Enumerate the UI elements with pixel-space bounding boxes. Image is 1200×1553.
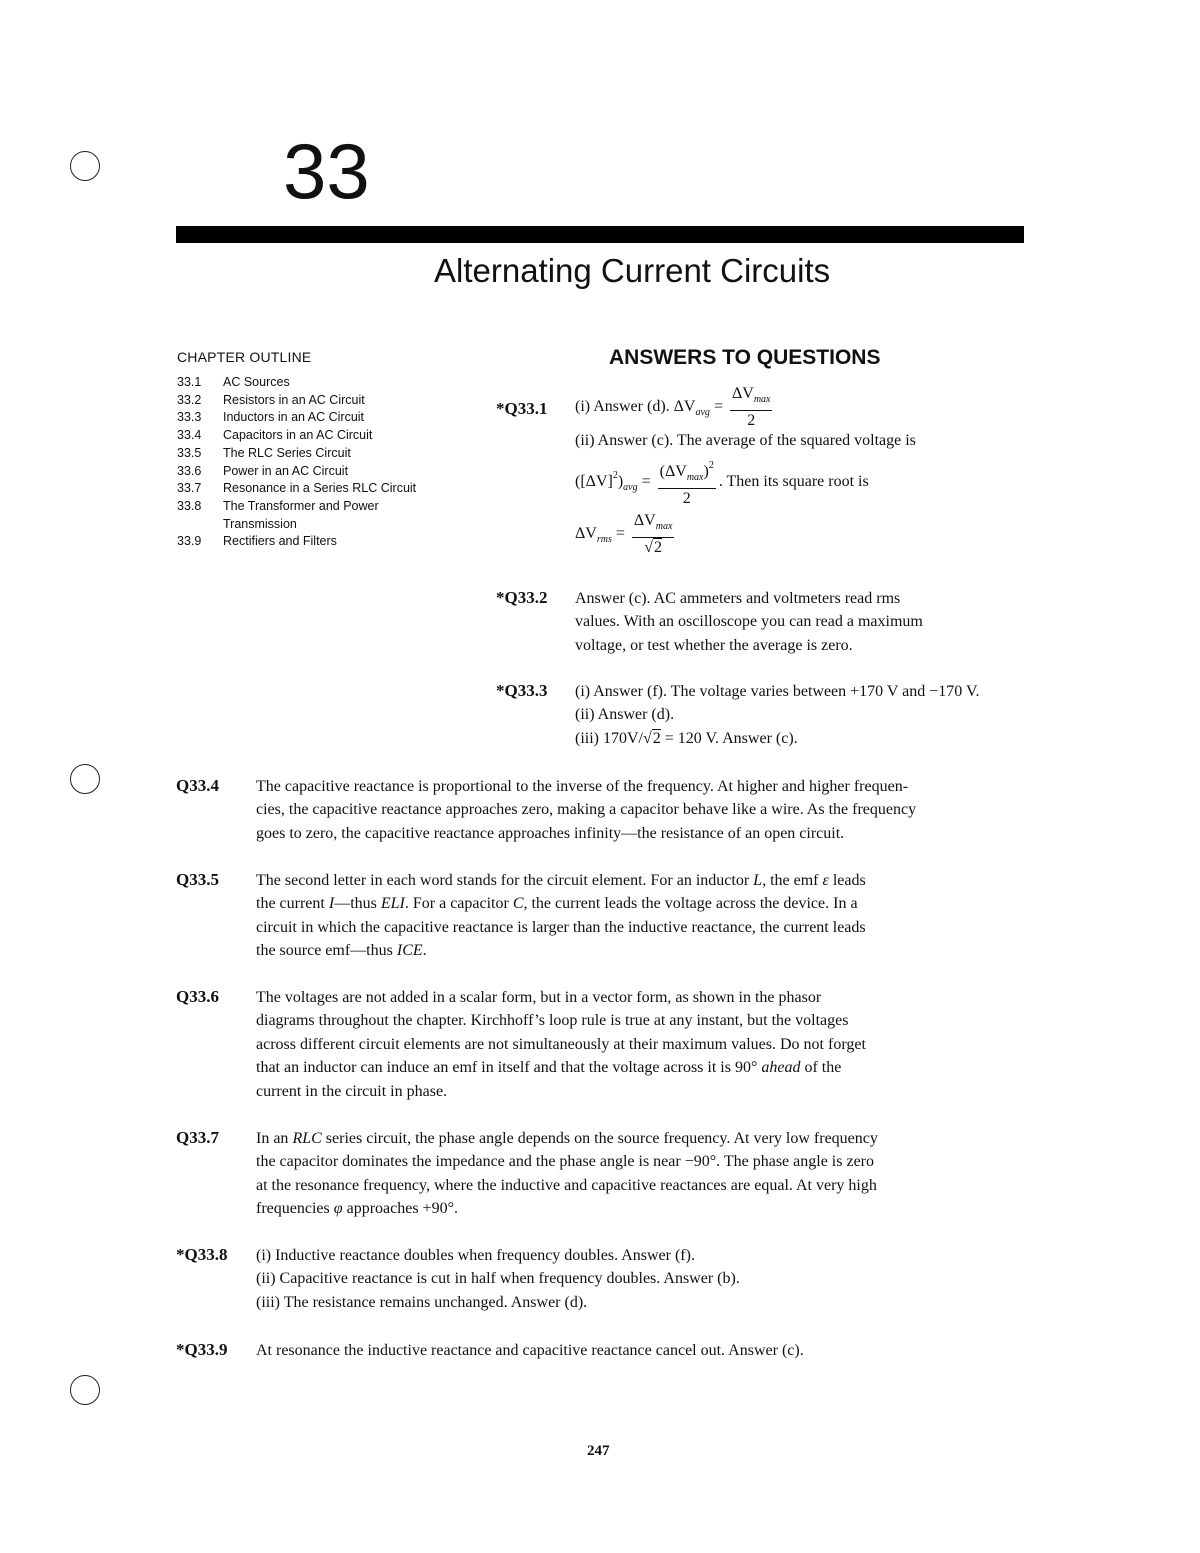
answer-line: voltage, or test whether the average is zero. — [575, 636, 853, 654]
subscript: avg — [695, 407, 710, 419]
subscript: max — [686, 472, 704, 484]
answer-line: goes to zero, the capacitive reactance approaches infinity—the resistance of an open circuit. — [256, 824, 845, 842]
denominator: 2 — [654, 539, 663, 557]
outline-item-number: 33.2 — [177, 392, 202, 407]
outline-item — [177, 533, 437, 551]
answer-text: . Then its square root is — [718, 473, 869, 491]
answer-line: across different circuit elements are not simultaneously at their maximum values. Do not forget — [256, 1035, 866, 1053]
fraction — [730, 384, 773, 431]
answer-line: the current I—thus ELI. For a capacitor C, the current leads the voltage across the device. In a — [256, 895, 858, 913]
outline-item-number: 33.8 — [177, 498, 202, 513]
numerator: ΔV — [664, 463, 687, 481]
subscript: rms — [596, 534, 612, 546]
question-label: *Q33.3 — [496, 681, 548, 700]
denominator: 2 — [682, 490, 691, 508]
fraction: $\frac{(\Delta V_{max})^2}{2}$ — [658, 456, 716, 509]
answer-line: at the resonance frequency, where the inductive and capacitive reactances are equal. At very high — [256, 1176, 877, 1194]
outline-item — [177, 427, 437, 445]
question-label: Q33.6 — [176, 987, 219, 1006]
page-number: 247 — [587, 1443, 610, 1459]
equation-part: ([ΔV] — [575, 473, 613, 491]
question-answer — [256, 986, 866, 1103]
question-answer — [256, 775, 916, 845]
outline-item-label: Inductors in an AC Circuit — [223, 410, 365, 425]
outline-item-number: 33.9 — [177, 534, 202, 549]
subscript: avg — [623, 482, 638, 494]
binder-hole-bottom — [70, 1375, 100, 1405]
question-answer — [256, 869, 866, 963]
answer-line: (ii) Capacitive reactance is cut in half when frequency doubles. Answer (b). — [256, 1270, 740, 1288]
fraction: $\frac{\Delta V_{max}}{√2}$ — [633, 512, 673, 557]
outline-item — [177, 445, 437, 463]
answer-line: current in the circuit in phase. — [256, 1082, 448, 1100]
outline-item-number: 33.3 — [177, 410, 202, 425]
answer-line: (iii) The resistance remains unchanged. Answer (d). — [256, 1293, 588, 1311]
chapter-rule — [176, 226, 1024, 243]
outline-item — [177, 480, 437, 498]
outline-item-label: Resonance in a Series RLC Circuit — [223, 481, 417, 496]
answer-line: circuit in which the capacitive reactance is larger than the inductive reactance, the current leads — [256, 918, 866, 936]
outline-item-number: 33.5 — [177, 445, 202, 460]
answer-line: values. With an oscilloscope you can read a maximum — [575, 613, 923, 631]
outline-item-label: Power in an AC Circuit — [223, 463, 349, 478]
answer-line: The capacitive reactance is proportional to the inverse of the frequency. At higher and higher frequen- — [256, 778, 909, 795]
outline-heading: CHAPTER OUTLINE — [177, 349, 312, 365]
superscript: 2 — [612, 470, 618, 482]
equals-sign: = — [641, 473, 651, 491]
answer-line: In an RLC series circuit, the phase angle depends on the source frequency. At very low frequency — [256, 1130, 878, 1147]
outline-item-label: Rectifiers and Filters — [223, 534, 337, 549]
answer-line — [575, 384, 1025, 431]
outline-item — [177, 392, 437, 410]
answer-line: (ii) Answer (d). — [575, 706, 675, 724]
superscript: 2 — [708, 460, 714, 472]
equation-part: ) — [617, 473, 624, 491]
denominator: 2 — [747, 412, 756, 429]
numerator: ΔV — [633, 512, 656, 530]
answer-line: (iii) 170V/√2 = 120 V. Answer (c). — [575, 729, 798, 747]
outline-item — [177, 409, 437, 427]
answer-line: frequencies φ approaches +90°. — [256, 1200, 458, 1218]
question-label: Q33.5 — [176, 870, 219, 889]
question-answer — [256, 1339, 804, 1362]
outline-item-label: The Transformer and Power Transmission — [223, 498, 379, 531]
question-label: *Q33.9 — [176, 1340, 228, 1359]
answer-line: the source emf—thus ICE. — [256, 942, 427, 960]
numerator: ΔV — [731, 385, 754, 402]
outline-item-label: The RLC Series Circuit — [223, 445, 351, 460]
outline-item-number: 33.1 — [177, 375, 202, 389]
answer-line: that an inductor can induce an emf in itself and that the voltage across it is 90° ahead of the — [256, 1059, 842, 1077]
answer-line: cies, the capacitive reactance approaches zero, making a capacitor behave like a wire. As the frequency — [256, 801, 917, 819]
equals-sign: = — [713, 398, 723, 416]
subscript: max — [655, 521, 673, 533]
answer-line: diagrams throughout the chapter. Kirchhoff’s loop rule is true at any instant, but the voltages — [256, 1012, 849, 1030]
question-label: Q33.7 — [176, 1128, 219, 1147]
answer-line: At resonance the inductive reactance and capacitive reactance cancel out. Answer (c). — [256, 1342, 804, 1359]
question-answer — [256, 1127, 878, 1221]
answer-text: = 120 V. Answer (c). — [660, 729, 798, 747]
question-answer — [575, 384, 1025, 558]
chapter-outline — [177, 349, 437, 551]
answer-line: The second letter in each word stands for the circuit element. For an inductor L, the emf ε leads — [256, 872, 866, 889]
answer-line: The voltages are not added in a scalar form, but in a vector form, as shown in the phasor — [256, 989, 822, 1006]
question-label: Q33.4 — [176, 776, 219, 795]
outline-item — [177, 374, 437, 392]
outline-item-number: 33.4 — [177, 428, 202, 443]
question-label: *Q33.1 — [496, 399, 548, 418]
outline-item-label: Resistors in an AC Circuit — [223, 392, 365, 407]
answer-line — [575, 511, 1025, 558]
outline-item — [177, 498, 437, 533]
question-answer — [256, 1244, 740, 1314]
answer-text: (ii) Answer (c). The average of the squared voltage is — [575, 432, 916, 449]
chapter-number: 33 — [283, 127, 370, 215]
answer-text: (i) Answer (d). ΔV — [575, 398, 696, 416]
question-answer — [575, 587, 923, 657]
outline-item-number: 33.6 — [177, 463, 202, 478]
answer-text: (iii) 170V/ — [575, 729, 643, 747]
equation-part: ΔV — [575, 525, 597, 543]
outline-item — [177, 463, 437, 481]
question-answer — [575, 680, 979, 750]
answer-line: (i) Inductive reactance doubles when frequency doubles. Answer (f). — [256, 1247, 695, 1264]
answers-heading: ANSWERS TO QUESTIONS — [609, 346, 881, 369]
outline-item-label: Capacitors in an AC Circuit — [223, 428, 373, 443]
answer-line — [575, 456, 1025, 509]
subscript: max — [753, 394, 771, 405]
answer-line: the capacitor dominates the impedance and the phase angle is near −90°. The phase angle is zero — [256, 1153, 874, 1171]
equals-sign: = — [615, 525, 625, 543]
sqrt-radicand: 2 — [652, 729, 661, 747]
chapter-title: Alternating Current Circuits — [434, 252, 831, 289]
binder-hole-top — [70, 151, 100, 181]
binder-hole-middle — [70, 764, 100, 794]
question-label: *Q33.2 — [496, 588, 548, 607]
outline-item-number: 33.7 — [177, 481, 202, 496]
answer-line: Answer (c). AC ammeters and voltmeters read rms — [575, 590, 901, 607]
answer-line: (i) Answer (f). The voltage varies between +170 V and −170 V. — [575, 683, 980, 700]
outline-item-label: AC Sources — [223, 375, 290, 389]
question-label: *Q33.8 — [176, 1245, 228, 1264]
